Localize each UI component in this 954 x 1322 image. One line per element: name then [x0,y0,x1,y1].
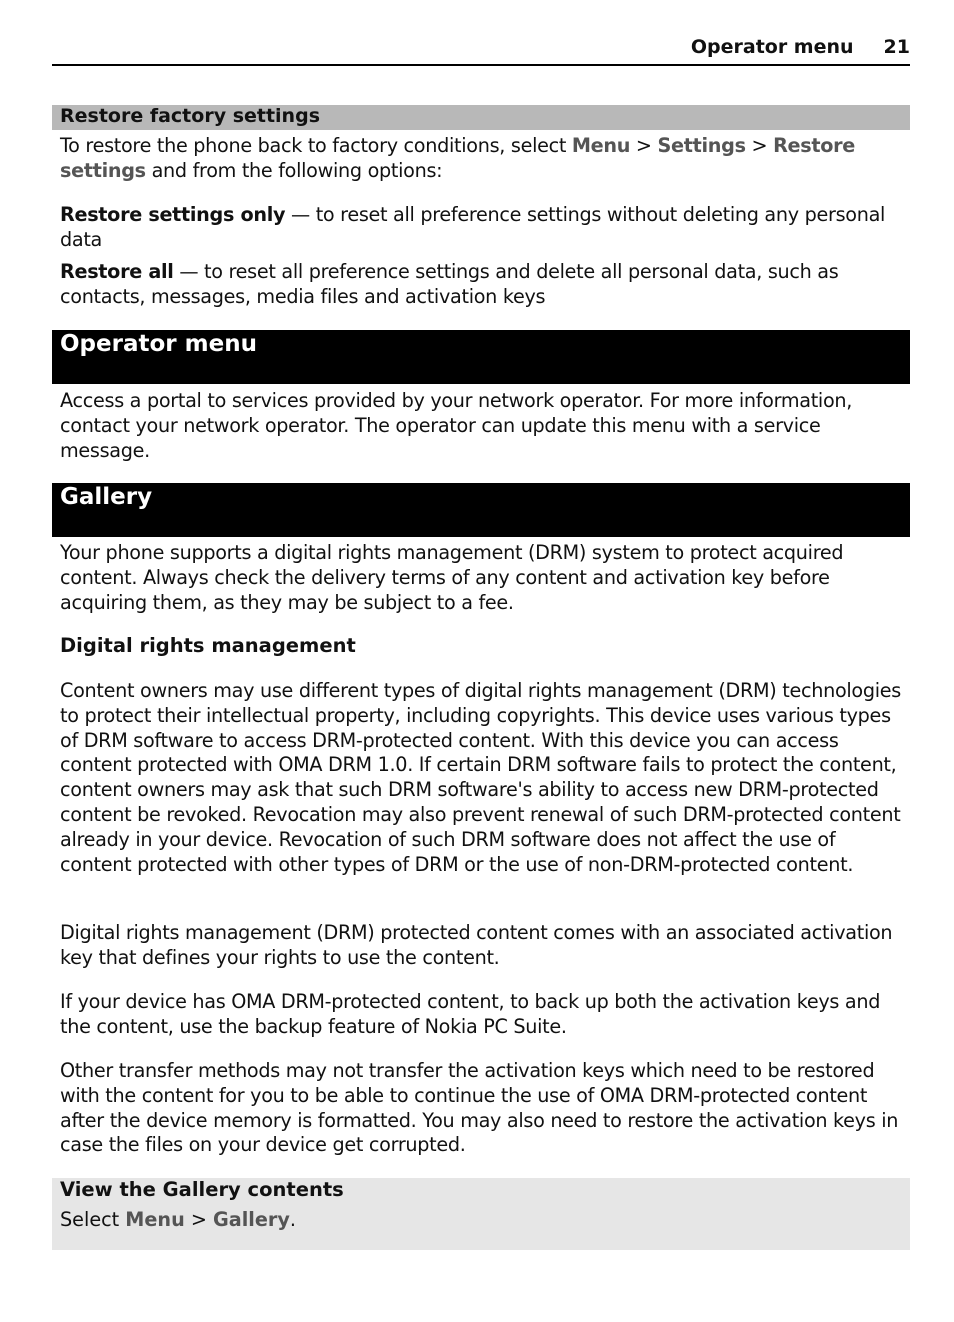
menu-path-restore-settings: Restore settings [60,134,856,182]
view-gallery-heading: View the Gallery contents [60,1178,344,1201]
view-gallery-box [52,1178,910,1250]
restore-option-settings-only [60,203,908,253]
restore-factory-heading: Restore factory settings [60,105,320,127]
page-header [52,36,910,66]
drm-paragraph-4: Other transfer methods may not transfer the activation keys which need to be restored with the content for you to be able to continue the use of OMA DRM-protected content after the device memory is formatted. You may also need to restore the activation keys in case the files on your device get corrupted. [60,1059,899,1157]
menu-path-gallery: Gallery [213,1208,290,1231]
gallery-intro: Your phone supports a digital rights management (DRM) system to protect acquired content. Always check the delivery terms of any content and activation key before acquiring them, as they may be subject to a fee. [60,541,844,614]
menu-path-menu: Menu [571,134,631,157]
operator-menu-heading-bar [52,330,910,384]
operator-menu-text: Access a portal to services provided by your network operator. For more information, contact your network operator. The operator can update this menu with a service message. [60,389,853,462]
restore-intro-end: and from the following options: [145,158,443,182]
gallery-heading-bar [52,483,910,537]
gallery-heading: Gallery [60,484,153,510]
restore-factory-heading-bar [52,105,910,130]
page-number: 21 [883,36,910,58]
option-description: — to reset all preference settings and delete all personal data, such as contacts, messages, media files and activation keys [60,260,839,308]
drm-paragraph-2: Digital rights management (DRM) protected content comes with an associated activation key that defines your rights to use the content. [60,921,893,969]
restore-intro-text: To restore the phone back to factory conditions, select [60,134,572,157]
view-gallery-instruction [60,1208,296,1231]
menu-path-menu: Menu [125,1208,185,1231]
operator-menu-heading: Operator menu [60,331,257,357]
menu-path-settings: Settings [657,134,746,157]
restore-intro [60,134,908,184]
menu-path-sep: > [630,134,658,157]
drm-heading: Digital rights management [60,634,356,657]
option-description: — to reset all preference settings without deleting any personal data [60,203,886,251]
menu-path-sep: > [184,1208,214,1231]
header-section-title: Operator menu [690,36,854,58]
instruction-end: . [289,1208,296,1231]
menu-path-sep: > [745,134,774,157]
option-label: Restore settings only [60,203,286,226]
restore-option-all [60,260,908,310]
drm-paragraph-3: If your device has OMA DRM-protected content, to back up both the activation keys and the content, use the backup feature of Nokia PC Suite. [60,990,881,1038]
instruction-text: Select [60,1208,126,1231]
drm-paragraph-1: Content owners may use different types of digital rights management (DRM) technologies to protect their intellectual property, including copyrights. This device uses various types of DRM software to access DRM-protected content. With this device you can access content protected with OMA DRM 1.0. If certain DRM software fails to protect the content, content owners may ask that such DRM software's ability to access new DRM-protected content be revoked. Revocation may also prevent renewal of such DRM-protected content already in your device. Revocation of such DRM software does not affect the use of content protected with other types of DRM or the use of non-DRM-protected content. [60,679,901,876]
option-label: Restore all [60,260,174,283]
